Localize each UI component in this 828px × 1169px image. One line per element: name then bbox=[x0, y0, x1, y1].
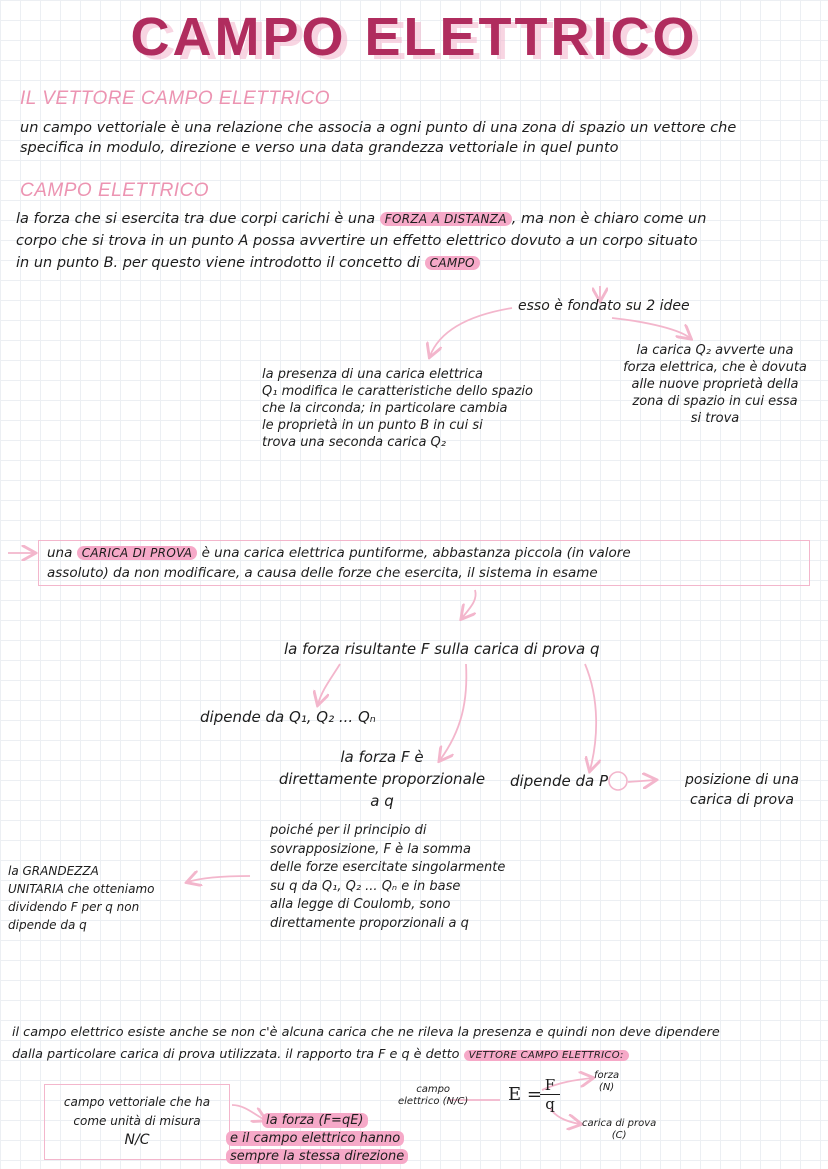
text-line: un campo vettoriale è una relazione che associa a ogni punto di una zona di spazio un vettore che bbox=[20, 120, 737, 136]
text-line: UNITARIA che otteniamo bbox=[8, 882, 155, 896]
text-fragment: la forza che si esercita tra due corpi carichi è una bbox=[16, 211, 376, 227]
posizione-note bbox=[662, 770, 822, 810]
text-line bbox=[226, 1148, 456, 1166]
idea-right bbox=[604, 342, 826, 427]
text-line: la GRANDEZZA bbox=[8, 864, 99, 878]
text-line: sovrapposizione, F è la somma bbox=[270, 841, 471, 857]
text-line: (C) bbox=[611, 1130, 627, 1141]
highlight-campo: CAMPO bbox=[425, 256, 480, 270]
text-line: carica di prova bbox=[690, 792, 794, 808]
text-line: forza elettrica, che è dovuta bbox=[623, 360, 807, 375]
text-line bbox=[16, 252, 824, 274]
arrow-to-posizione bbox=[628, 780, 655, 782]
unita-misura-box bbox=[44, 1084, 230, 1160]
text-line: corpo che si trova in un punto A possa avvertire un effetto elettrico dovuto a un corpo situato bbox=[16, 233, 698, 249]
circle-p bbox=[609, 772, 627, 790]
grandezza-unitaria bbox=[8, 862, 198, 934]
carica-di-prova-box bbox=[38, 540, 810, 586]
highlight-line: e il campo elettrico hanno bbox=[226, 1131, 404, 1146]
text-line: alla legge di Coulomb, sono bbox=[270, 897, 451, 912]
paragraph-conclusione bbox=[12, 1022, 824, 1067]
text-line: campo vettoriale che ha bbox=[63, 1095, 211, 1109]
text-line: poiché per il principio di bbox=[270, 823, 427, 838]
text-line: la presenza di una carica elettrica bbox=[262, 367, 483, 382]
forza-risultante: la forza risultante F sulla carica di prova q bbox=[284, 640, 600, 658]
arrow-prova-down bbox=[462, 590, 476, 618]
highlight-forza-a-distanza: FORZA A DISTANZA bbox=[380, 212, 512, 226]
text-line bbox=[47, 543, 801, 563]
section-heading-vettore: IL VETTORE CAMPO ELETTRICO bbox=[20, 88, 331, 109]
text-line: le proprietà in un punto B in cui si bbox=[262, 418, 483, 433]
text-line: (N) bbox=[598, 1082, 615, 1093]
formula-fraction bbox=[540, 1076, 560, 1113]
formula-numerator: F bbox=[540, 1076, 560, 1095]
text-line: carica di prova bbox=[582, 1118, 657, 1129]
text-line bbox=[16, 208, 824, 230]
formula-e bbox=[508, 1084, 542, 1105]
arrow-ideas-right bbox=[612, 318, 690, 338]
text-line: Q₁ modifica le caratteristiche dello spazio bbox=[262, 384, 533, 399]
text-line: come unità di misura bbox=[73, 1114, 201, 1128]
principio-sovrapposizione bbox=[270, 822, 570, 933]
page-title: CAMPO ELETTRICO bbox=[130, 7, 698, 67]
text-fragment: è una carica elettrica puntiforme, abbastanza piccola (in valore bbox=[201, 545, 631, 561]
text-line: alle nuove proprietà della bbox=[631, 377, 799, 392]
text-line bbox=[226, 1130, 456, 1148]
carica-label bbox=[582, 1118, 656, 1142]
forza-label bbox=[594, 1070, 619, 1094]
text-line: si trova bbox=[690, 411, 740, 426]
text-line: dividendo F per q non bbox=[8, 900, 140, 914]
text-line: la carica Q₂ avverte una bbox=[636, 343, 794, 358]
text-line bbox=[12, 1044, 824, 1067]
text-fragment: dalla particolare carica di prova utilizzata. il rapporto tra F e q è detto bbox=[12, 1047, 460, 1062]
text-fragment: , ma non è chiaro come un bbox=[511, 211, 707, 227]
ideas-root: esso è fondato su 2 idee bbox=[518, 298, 690, 314]
formula-lhs: E bbox=[508, 1084, 522, 1105]
text-line: che la circonda; in particolare cambia bbox=[262, 401, 508, 416]
dipende-da-p: dipende da P bbox=[510, 772, 608, 790]
text-line: la forza F è bbox=[340, 748, 424, 766]
dipende-da-q: dipende da Q₁, Q₂ ... Qₙ bbox=[200, 708, 376, 726]
arrow-ideas-left bbox=[430, 308, 512, 356]
campo-elettrico-label bbox=[398, 1084, 468, 1108]
text-line: dipende da q bbox=[8, 918, 87, 932]
highlight-line: sempre la stessa direzione bbox=[226, 1149, 408, 1164]
formula-denominator: q bbox=[545, 1095, 555, 1113]
text-line: campo bbox=[416, 1084, 451, 1095]
text-line bbox=[226, 1112, 456, 1130]
text-line: N/C bbox=[124, 1132, 150, 1148]
forza-proporzionale bbox=[262, 746, 502, 812]
text-line: a q bbox=[370, 792, 394, 810]
text-fragment: una bbox=[47, 545, 73, 561]
highlight-forza-formula: la forza (F=qE) bbox=[262, 1113, 368, 1128]
text-fragment: in un punto B. per questo viene introdotto il concetto di bbox=[16, 255, 421, 271]
text-line: specifica in modulo, direzione e verso una data grandezza vettoriale in quel punto bbox=[20, 140, 619, 156]
text-line: elettrico (N/C) bbox=[398, 1096, 469, 1107]
text-line: direttamente proporzionale bbox=[278, 770, 486, 788]
text-line: posizione di una bbox=[685, 772, 799, 788]
text-line: delle forze esercitate singolarmente bbox=[270, 860, 506, 875]
paragraph-campo bbox=[16, 208, 824, 274]
text-line: trova una seconda carica Q₂ bbox=[262, 435, 446, 450]
text-line: forza bbox=[594, 1070, 620, 1081]
highlight-carica-di-prova: CARICA DI PROVA bbox=[77, 546, 198, 560]
highlight-vettore-campo: VETTORE CAMPO ELETTRICO: bbox=[464, 1050, 629, 1061]
text-line: direttamente proporzionali a q bbox=[270, 915, 469, 931]
text-line: il campo elettrico esiste anche se non c'è alcuna carica che ne rileva la presenza e quindi non deve dipendere bbox=[12, 1025, 720, 1040]
formula-equals: = bbox=[526, 1084, 542, 1105]
text-line: su q da Q₁, Q₂ ... Qₙ e in base bbox=[270, 878, 461, 894]
paragraph-vettore bbox=[20, 118, 820, 158]
idea-left bbox=[262, 366, 562, 451]
arrow-forza-right bbox=[585, 664, 596, 770]
forza-campo-direzione bbox=[226, 1112, 456, 1166]
section-heading-campo: CAMPO ELETTRICO bbox=[20, 180, 210, 201]
arrow-forza-left bbox=[318, 664, 340, 704]
text-line: zona di spazio in cui essa bbox=[632, 394, 798, 409]
text-line: assoluto) da non modificare, a causa delle forze che esercita, il sistema in esame bbox=[47, 565, 598, 581]
